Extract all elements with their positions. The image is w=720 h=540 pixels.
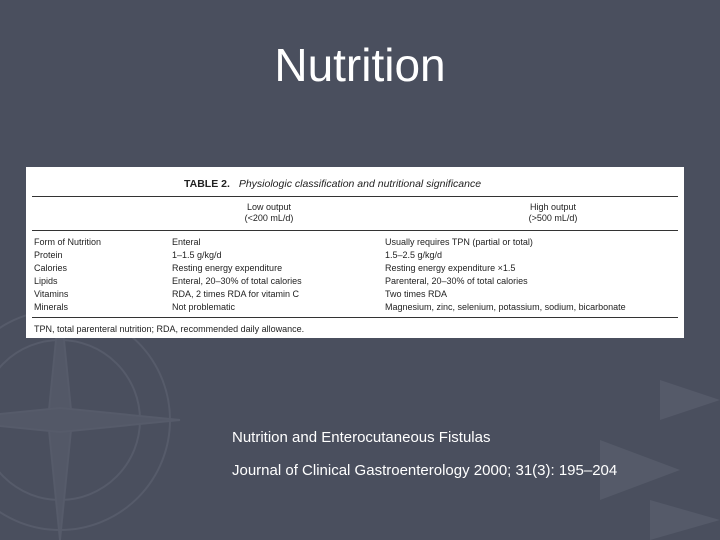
row-high-value: Magnesium, zinc, selenium, potassium, sodium, bicarbonate — [385, 302, 626, 312]
row-low-value: Enteral, 20–30% of total calories — [172, 276, 302, 286]
table-rule-header — [32, 230, 678, 231]
row-low-value: RDA, 2 times RDA for vitamin C — [172, 289, 300, 299]
high-output-label: High output — [529, 202, 577, 212]
row-low-value: Not problematic — [172, 302, 236, 312]
low-output-label: Low output — [246, 202, 292, 212]
table-caption-text: Physiologic classification and nutritional significance — [238, 178, 482, 190]
row-low-value: Enteral — [172, 237, 201, 247]
table-rule-bottom — [32, 317, 678, 318]
column-header-high-output — [478, 202, 628, 224]
row-label: Protein — [34, 250, 63, 260]
row-label: Form of Nutrition — [34, 237, 102, 247]
row-high-value: 1.5–2.5 g/kg/d — [385, 250, 443, 260]
citation-article-title: Nutrition and Enterocutaneous Fistulas — [232, 429, 491, 446]
row-high-value: Parenteral, 20–30% of total calories — [385, 276, 528, 286]
row-low-value: Resting energy expenditure — [172, 263, 283, 273]
row-label: Vitamins — [34, 289, 69, 299]
low-output-sub: (<200 mL/d) — [244, 213, 294, 223]
nutrition-table — [26, 167, 684, 338]
table-rule-top — [32, 196, 678, 197]
row-high-value: Two times RDA — [385, 289, 448, 299]
row-label: Lipids — [34, 276, 58, 286]
triangle-arrow-icon — [600, 380, 720, 540]
row-high-value: Usually requires TPN (partial or total) — [385, 237, 533, 247]
row-low-value: 1–1.5 g/kg/d — [172, 250, 222, 260]
row-label: Minerals — [34, 302, 69, 312]
table-footnote: TPN, total parenteral nutrition; RDA, recommended daily allowance. — [34, 324, 305, 334]
row-high-value: Resting energy expenditure ×1.5 — [385, 263, 516, 273]
high-output-sub: (>500 mL/d) — [528, 213, 578, 223]
column-header-low-output — [204, 202, 334, 224]
row-label: Calories — [34, 263, 68, 273]
citation-journal: Journal of Clinical Gastroenterology 2000; 31(3): 195–204 — [232, 462, 618, 479]
slide-title: Nutrition — [274, 39, 446, 91]
table-caption — [184, 178, 481, 190]
table-number: TABLE 2. — [184, 178, 230, 190]
